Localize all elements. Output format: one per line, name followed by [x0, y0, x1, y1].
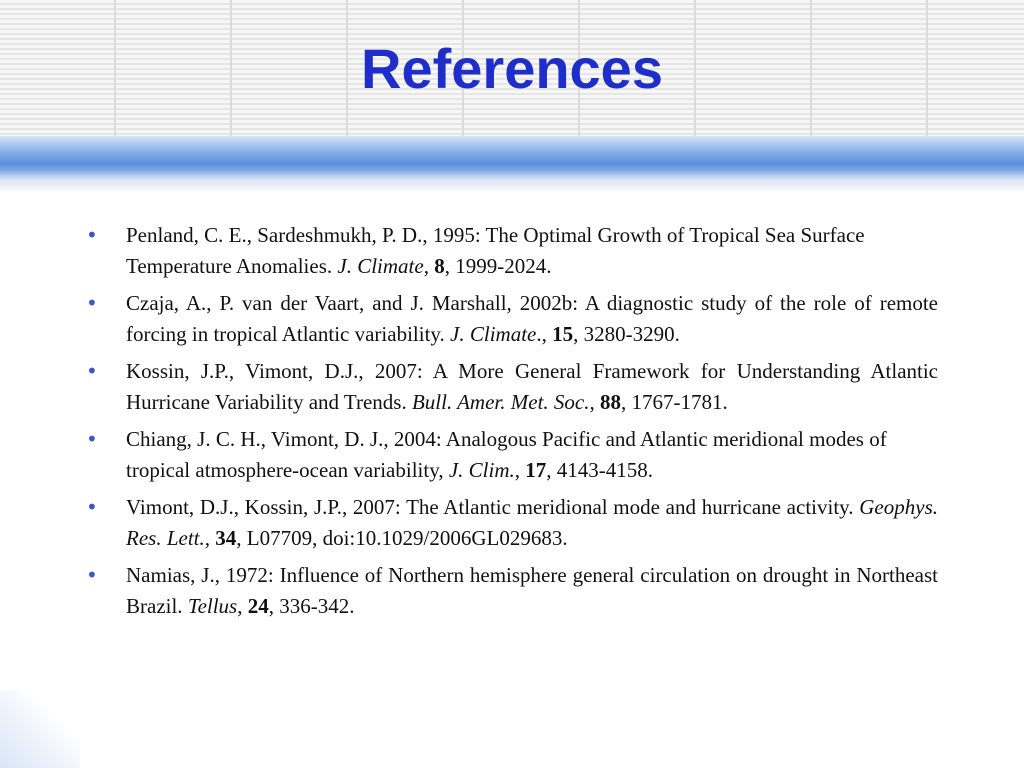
bullet-icon: •	[86, 427, 98, 451]
reference-volume: 8	[434, 253, 445, 278]
reference-journal: Bull. Amer. Met. Soc.	[411, 389, 590, 414]
reference-text: Czaja, A., P. van der Vaart, and J. Marshall, 2002b: A diagnostic study of the role of remote forcing in tropical Atlantic variability.	[126, 291, 938, 346]
reference-separator: .,	[536, 321, 553, 346]
reference-pages: , 336-342.	[268, 593, 355, 618]
reference-journal: Geophys. Res. Lett.,	[126, 495, 938, 550]
reference-text: Chiang, J. C. H., Vimont, D. J., 2004: Analogous Pacific and Atlantic meridional modes of tropical atmosphere-ocean variability,	[126, 427, 887, 482]
reference-separator: ,	[514, 457, 526, 482]
reference-separator: ,	[237, 593, 248, 618]
reference-text: Kossin, J.P., Vimont, D.J., 2007: A More General Framework for Understanding Atlantic Hurricane Variability and Trends.	[126, 359, 938, 414]
reference-item	[86, 220, 938, 281]
reference-text: Namias, J., 1972: Influence of Northern hemisphere general circulation on drought in Northeast Brazil.	[126, 563, 938, 618]
bullet-icon: •	[86, 495, 98, 519]
reference-journal: J. Clim.	[448, 457, 515, 482]
reference-pages: , 1999-2024.	[444, 253, 552, 278]
bullet-icon: •	[86, 223, 98, 247]
corner-glow	[0, 690, 80, 768]
reference-item	[86, 424, 938, 485]
reference-journal: J. Climate	[450, 321, 537, 346]
reference-volume: 24	[247, 593, 269, 618]
bullet-icon: •	[86, 359, 98, 383]
reference-item	[86, 560, 938, 621]
reference-pages: , L07709, doi:10.1029/2006GL029683.	[236, 525, 568, 550]
reference-pages: , 1767-1781.	[620, 389, 728, 414]
reference-item	[86, 356, 938, 417]
reference-text: Penland, C. E., Sardeshmukh, P. D., 1995: The Optimal Growth of Tropical Sea Surface Temperature Anomalies.	[126, 223, 865, 278]
reference-text: Vimont, D.J., Kossin, J.P., 2007: The Atlantic meridional mode and hurricane activity.	[126, 495, 860, 519]
reference-pages: , 3280-3290.	[573, 321, 680, 346]
reference-separator: ,	[423, 253, 435, 278]
slide-title: References	[361, 37, 663, 100]
reference-item	[86, 492, 938, 553]
bullet-icon: •	[86, 563, 98, 587]
reference-separator: ,	[589, 389, 600, 414]
reference-journal: J. Climate	[337, 253, 424, 278]
header-band-shadow	[0, 182, 1024, 192]
reference-volume: 17	[525, 457, 547, 482]
reference-volume: 15	[552, 321, 574, 346]
reference-journal: Tellus	[187, 593, 238, 618]
bullet-icon: •	[86, 291, 98, 315]
reference-volume: 88	[599, 389, 621, 414]
reference-list	[86, 220, 938, 628]
reference-pages: , 4143-4158.	[546, 457, 654, 482]
reference-item	[86, 288, 938, 349]
header-band	[0, 136, 1024, 182]
reference-volume: 34	[215, 525, 237, 550]
